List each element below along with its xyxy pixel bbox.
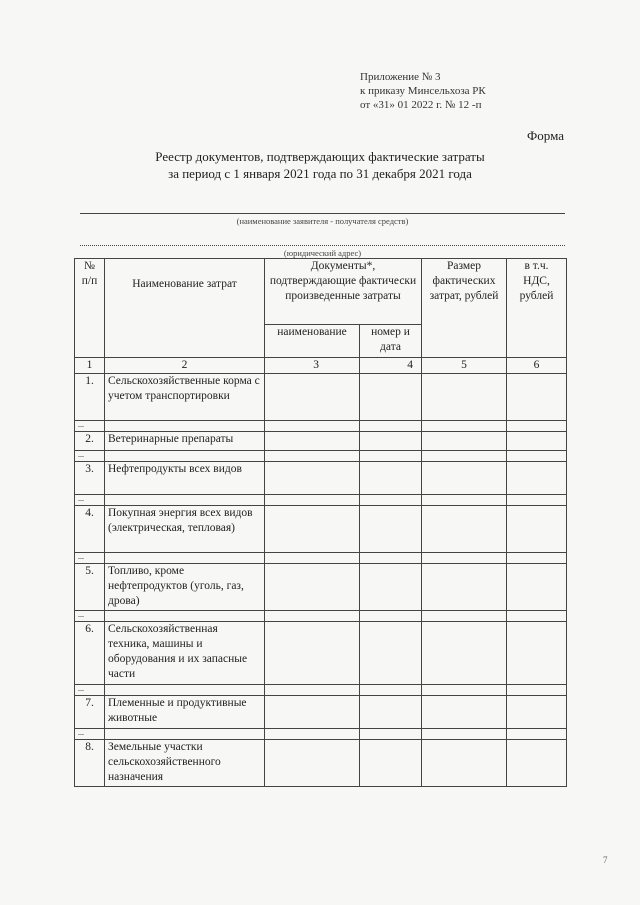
- cell-docs-name[interactable]: [265, 622, 360, 685]
- row-name: Племенные и продуктивные животные: [105, 696, 265, 729]
- header-docs-name: наименование: [265, 324, 360, 357]
- cell-vat[interactable]: [507, 374, 567, 421]
- ellipsis: ...: [75, 729, 105, 740]
- row-name: Нефтепродукты всех видов: [105, 462, 265, 495]
- cell-amount[interactable]: [422, 462, 507, 495]
- registry-table: [74, 258, 567, 787]
- cell-docs-number[interactable]: [360, 506, 422, 553]
- table-row: [75, 374, 567, 421]
- row-name: Сельскохозяйственные корма с учетом транспортировки: [105, 374, 265, 421]
- title-line-1: Реестр документов, подтверждающих фактические затраты: [155, 149, 485, 164]
- column-number: 5: [422, 358, 507, 374]
- table-row: [75, 506, 567, 553]
- ellipsis-row: [75, 685, 567, 696]
- row-number: 8.: [75, 740, 105, 787]
- cell-amount[interactable]: [422, 696, 507, 729]
- column-number: 6: [507, 358, 567, 374]
- cell-docs-number[interactable]: [360, 564, 422, 611]
- header-row-1: [75, 259, 567, 325]
- cell-docs-number[interactable]: [360, 374, 422, 421]
- appendix-block: [360, 70, 486, 112]
- ellipsis-row: [75, 421, 567, 432]
- header-vat: в т.ч. НДС, рублей: [507, 259, 567, 358]
- cell-amount[interactable]: [422, 432, 507, 451]
- ellipsis: ...: [75, 553, 105, 564]
- cell-docs-name[interactable]: [265, 740, 360, 787]
- appendix-line-1: Приложение № 3: [360, 71, 441, 83]
- row-number: 6.: [75, 622, 105, 685]
- cell-docs-name[interactable]: [265, 462, 360, 495]
- header-docs-number: номер и дата: [360, 324, 422, 357]
- cell-docs-name[interactable]: [265, 432, 360, 451]
- row-number: 4.: [75, 506, 105, 553]
- ellipsis: ...: [75, 495, 105, 506]
- appendix-line-3: от «31» 01 2022 г. № 12 -п: [360, 99, 482, 111]
- ellipsis-row: [75, 729, 567, 740]
- cell-docs-name[interactable]: [265, 564, 360, 611]
- header-num: № п/п: [75, 259, 105, 358]
- table-row: [75, 696, 567, 729]
- cell-docs-name[interactable]: [265, 696, 360, 729]
- column-number: 4: [360, 358, 422, 374]
- cell-docs-number[interactable]: [360, 622, 422, 685]
- ellipsis: ...: [75, 611, 105, 622]
- ellipsis: ...: [75, 451, 105, 462]
- cell-docs-number[interactable]: [360, 740, 422, 787]
- applicant-underline: [80, 213, 565, 214]
- cell-vat[interactable]: [507, 696, 567, 729]
- ellipsis-row: [75, 495, 567, 506]
- cell-amount[interactable]: [422, 374, 507, 421]
- ellipsis-row: [75, 553, 567, 564]
- ellipsis-row: [75, 611, 567, 622]
- cell-amount[interactable]: [422, 622, 507, 685]
- table-row: [75, 622, 567, 685]
- row-name: Покупная энергия всех видов (электрическая, тепловая): [105, 506, 265, 553]
- page-number: 7: [603, 855, 608, 865]
- table-row: [75, 462, 567, 495]
- applicant-caption: (наименование заявителя - получателя средств): [236, 216, 409, 226]
- cell-amount[interactable]: [422, 506, 507, 553]
- cell-docs-name[interactable]: [265, 374, 360, 421]
- cell-vat[interactable]: [507, 564, 567, 611]
- ellipsis-row: [75, 451, 567, 462]
- appendix-line-2: к приказу Минсельхоза РК: [360, 85, 486, 97]
- cell-vat[interactable]: [507, 622, 567, 685]
- table-row: [75, 740, 567, 787]
- document-title: [80, 148, 560, 182]
- ellipsis: ...: [75, 421, 105, 432]
- ellipsis: ...: [75, 685, 105, 696]
- address-underline: [80, 245, 565, 246]
- column-number: 1: [75, 358, 105, 374]
- row-number: 3.: [75, 462, 105, 495]
- row-number: 5.: [75, 564, 105, 611]
- row-name: Ветеринарные препараты: [105, 432, 265, 451]
- column-number-row: [75, 358, 567, 374]
- cell-docs-name[interactable]: [265, 506, 360, 553]
- row-number: 7.: [75, 696, 105, 729]
- row-name: Сельскохозяйственная техника, машины и оборудования и их запасные части: [105, 622, 265, 685]
- title-line-2: за период с 1 января 2021 года по 31 декабря 2021 года: [168, 166, 472, 181]
- address-caption: (юридический адрес): [283, 248, 362, 258]
- header-amount: Размер фактических затрат, рублей: [422, 259, 507, 358]
- cell-vat[interactable]: [507, 432, 567, 451]
- header-name: Наименование затрат: [105, 259, 265, 358]
- row-name: Земельные участки сельскохозяйственного назначения: [105, 740, 265, 787]
- form-label: Форма: [527, 128, 564, 143]
- column-number: 2: [105, 358, 265, 374]
- cell-docs-number[interactable]: [360, 462, 422, 495]
- cell-docs-number[interactable]: [360, 432, 422, 451]
- table-row: [75, 564, 567, 611]
- cell-amount[interactable]: [422, 740, 507, 787]
- row-number: 2.: [75, 432, 105, 451]
- cell-docs-number[interactable]: [360, 696, 422, 729]
- row-number: 1.: [75, 374, 105, 421]
- cell-vat[interactable]: [507, 740, 567, 787]
- cell-vat[interactable]: [507, 506, 567, 553]
- cell-amount[interactable]: [422, 564, 507, 611]
- column-number: 3: [265, 358, 360, 374]
- table-row: [75, 432, 567, 451]
- row-name: Топливо, кроме нефтепродуктов (уголь, газ, дрова): [105, 564, 265, 611]
- header-docs: Документы*, подтверждающие фактически произведенные затраты: [265, 259, 422, 325]
- cell-vat[interactable]: [507, 462, 567, 495]
